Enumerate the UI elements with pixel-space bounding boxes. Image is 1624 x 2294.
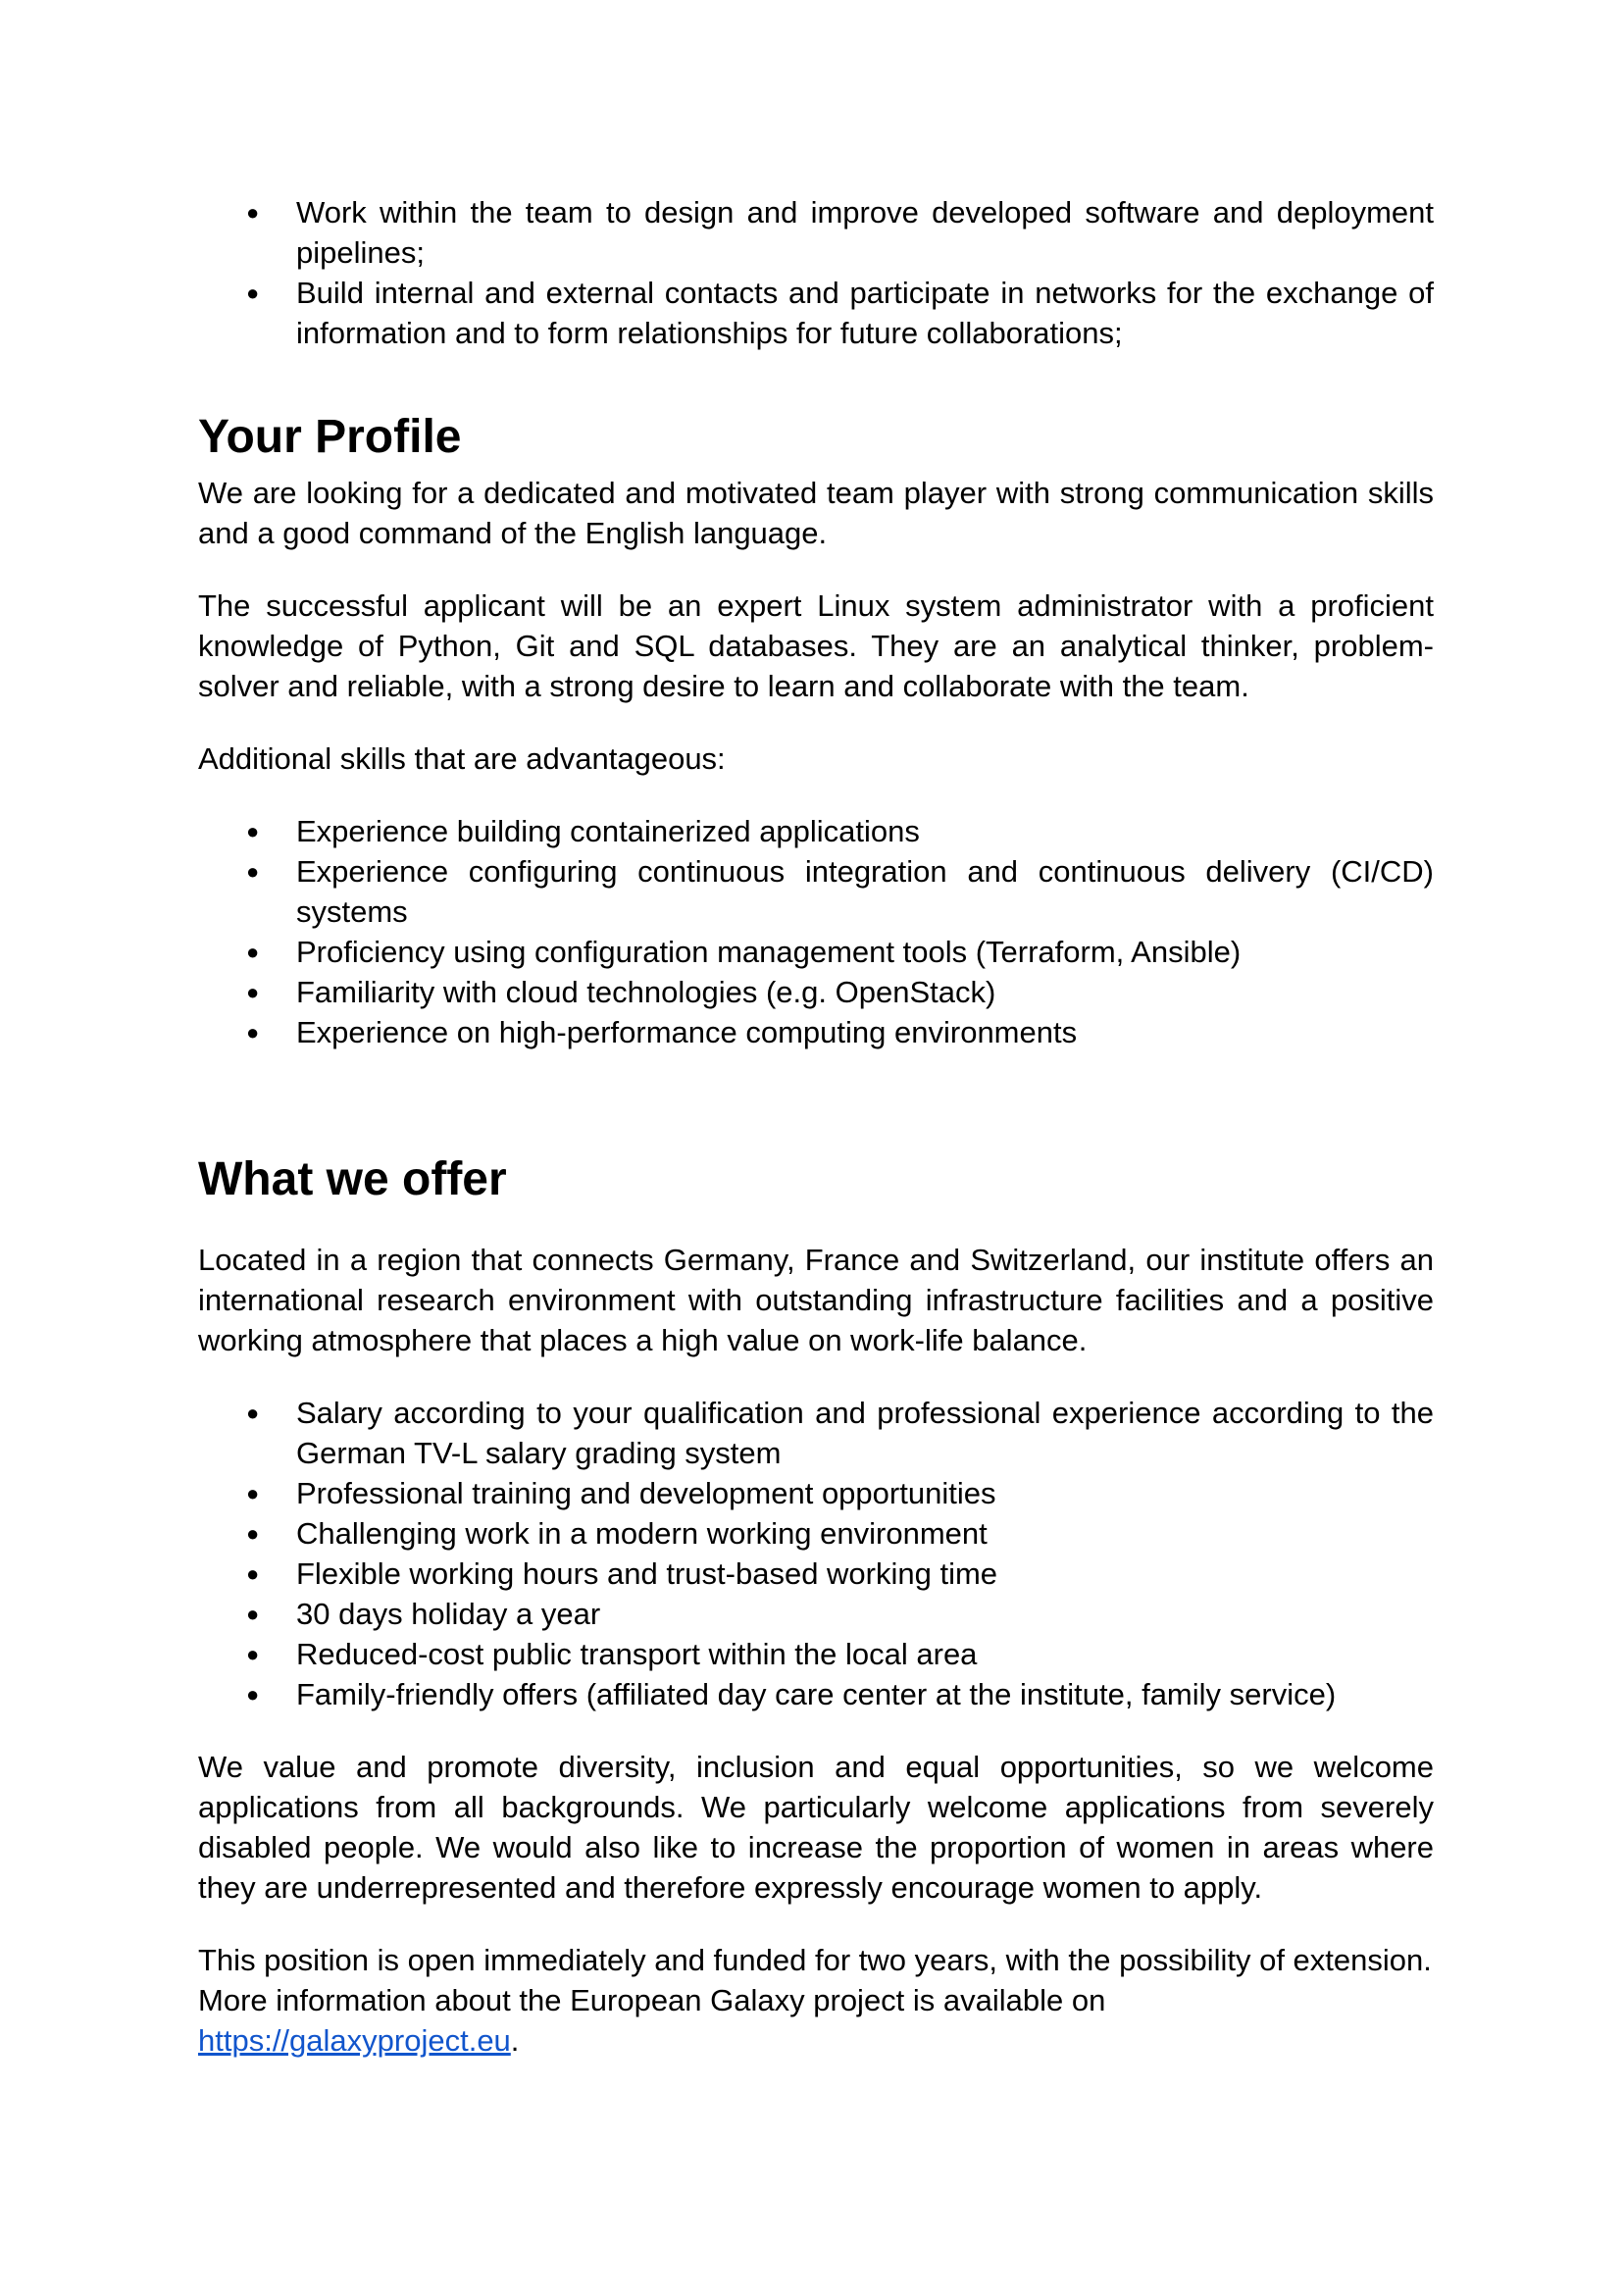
list-item: ● Work within the team to design and improve developed software and deployment pipelines;	[198, 192, 1434, 273]
list-item: ● Experience configuring continuous integration and continuous delivery (CI/CD) systems	[198, 851, 1434, 932]
list-item: ● Experience building containerized applications	[198, 811, 1434, 851]
list-item: ● Salary according to your qualification and professional experience according to the German TV-L salary grading system	[198, 1393, 1434, 1473]
list-item: ● 30 days holiday a year	[198, 1594, 1434, 1634]
list-item: ● Flexible working hours and trust-based working time	[198, 1554, 1434, 1594]
bullet-icon: ●	[246, 1481, 260, 1505]
bullet-icon: ●	[246, 819, 260, 843]
bullet-icon: ●	[246, 1682, 260, 1707]
skills-intro: Additional skills that are advantageous:	[198, 741, 726, 776]
list-item: ● Experience on high-performance computing environments	[198, 1012, 1434, 1052]
bullet-icon: ●	[246, 1020, 260, 1045]
closing-line-1: This position is open immediately and funded for two years, with the possibility of extension.	[198, 1943, 1432, 1977]
bullet-icon: ●	[246, 200, 260, 225]
document-page	[198, 192, 1434, 2061]
bullet-icon: ●	[246, 980, 260, 1004]
section-heading-offer: What we offer	[198, 1153, 507, 1205]
galaxy-project-link[interactable]: https://galaxyproject.eu	[198, 2023, 511, 2058]
section-heading-profile: Your Profile	[198, 411, 462, 463]
closing-line-2: More information about the European Galaxy project is available on	[198, 1983, 1106, 2017]
bullet-icon: ●	[246, 859, 260, 884]
list-item: ● Professional training and development opportunities	[198, 1473, 1434, 1513]
bullet-icon: ●	[246, 940, 260, 964]
closing-paragraph	[198, 1940, 1434, 2061]
bullet-icon: ●	[246, 1401, 260, 1425]
list-item: ● Challenging work in a modern working environment	[198, 1513, 1434, 1554]
skills-list	[198, 811, 1434, 1052]
closing-period: .	[510, 2023, 520, 2058]
list-item: ● Reduced-cost public transport within the local area	[198, 1634, 1434, 1674]
bullet-icon: ●	[246, 1602, 260, 1626]
list-item: ● Build internal and external contacts and participate in networks for the exchange of information and to form relationships for future collaborations;	[198, 273, 1434, 353]
bullet-icon: ●	[246, 280, 260, 305]
bullet-icon: ●	[246, 1521, 260, 1546]
list-item: ● Proficiency using configuration management tools (Terraform, Ansible)	[198, 932, 1434, 972]
list-item: ● Family-friendly offers (affiliated day care center at the institute, family service)	[198, 1674, 1434, 1714]
diversity-statement: We value and promote diversity, inclusion and equal opportunities, so we welcome applications from all backgrounds. We particularly welcome applications from severely disabled people. We would also like to increase the proportion of women in areas where they are underrepresented and therefore expressly encourage women to apply.	[198, 1750, 1434, 1905]
profile-intro: We are looking for a dedicated and motivated team player with strong communication skills and a good command of the English language.	[198, 476, 1434, 550]
bullet-icon: ●	[246, 1561, 260, 1586]
profile-applicant: The successful applicant will be an expert Linux system administrator with a proficient knowledge of Python, Git and SQL databases. They are an analytical thinker, problem-solver and reliable, with a strong desire to learn and collaborate with the team.	[198, 588, 1434, 703]
bullet-icon: ●	[246, 1642, 260, 1666]
responsibilities-list	[198, 192, 1434, 353]
benefits-list	[198, 1393, 1434, 1714]
offer-intro: Located in a region that connects Germany, France and Switzerland, our institute offers an international research environment with outstanding infrastructure facilities and a positive working atmosphere that places a high value on work-life balance.	[198, 1243, 1434, 1357]
list-item: ● Familiarity with cloud technologies (e.g. OpenStack)	[198, 972, 1434, 1012]
